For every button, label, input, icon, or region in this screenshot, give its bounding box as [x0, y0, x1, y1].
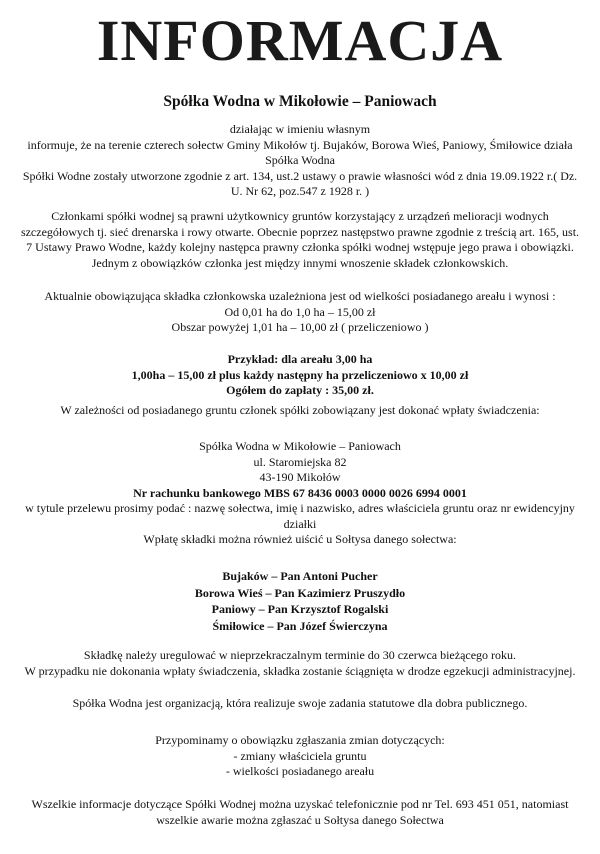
transfer-line: działki [283, 516, 317, 531]
members-paragraph [0, 209, 600, 271]
members-line: Członkami spółki wodnej są prawni użytkownicy gruntów korzystający z urządzeń melioracji wodnych [51, 209, 549, 223]
address-line: Spółka Wodna w Mikołowie – Paniowach [199, 439, 401, 453]
fee-line: Od 0,01 ha do 1,0 ha – 15,00 zł [224, 304, 376, 319]
example-paragraph [0, 352, 600, 399]
address-line: ul. Staromiejska 82 [253, 454, 347, 469]
members-line: Jednym z obowiązków członka jest między innymi wnoszenie składek członkowskich. [91, 255, 509, 270]
soltys-item: Paniowy – Pan Krzysztof Rogalski [211, 602, 389, 617]
reminder-line: - wielkości posiadanego areału [225, 764, 375, 779]
intro-paragraph [0, 122, 600, 200]
soltys-item: Borowa Wieś – Pan Kazimierz Pruszydło [194, 585, 406, 600]
soltys-list [0, 568, 600, 634]
intro-line: informuje, że na terenie czterech sołectw Gminy Mikołów tj. Bujaków, Borowa Wieś, Paniowy, Śmiłowice działa [27, 137, 573, 152]
soltys-item: Bujaków – Pan Antoni Pucher [222, 569, 378, 583]
transfer-line: w tytule przelewu prosimy podać : nazwę sołectwa, imię i nazwisko, adres właściciela gruntu oraz nr ewidencyjny [25, 501, 575, 515]
organization-paragraph: Spółka Wodna jest organizacją, która realizuje swoje zadania statutowe dla dobra publicznego. [72, 696, 528, 710]
address-block [0, 439, 600, 501]
example-line: Przykład: dla areału 3,00 ha [227, 352, 373, 366]
members-line: szczegółowych tj. sieć drenarska i rowy otwarte. Obecnie poprzez następstwo prawne zgodnie z treścią art. 165, ust. [20, 224, 580, 239]
fee-paragraph [0, 289, 600, 336]
deadline-line: Składkę należy uregulować w nieprzekraczalnym terminie do 30 czerwca bieżącego roku. [83, 648, 517, 662]
intro-line: Spółki Wodne zostały utworzone zgodnie z art. 134, ust.2 ustawy o prawie własności wód z dnia 19.09.1922 r.( Dz. [22, 168, 578, 183]
reminder-line: - zmiany właściciela gruntu [233, 748, 367, 763]
contact-line: Wszelkie informacje dotyczące Spółki Wodnej można uzyskać telefonicznie pod nr Tel. 693 451 051, natomiast [31, 797, 569, 811]
soltys-item: Śmiłowice – Pan Józef Świerczyna [212, 618, 388, 633]
contact-line: wszelkie awarie można zgłaszać u Sołtysa danego Sołectwa [156, 812, 444, 827]
intro-line: Spółka Wodna [265, 153, 335, 168]
transfer-line: Wpłatę składki można również uiścić u Sołtysa danego sołectwa: [143, 532, 457, 547]
example-line: 1,00ha – 15,00 zł plus każdy następny ha przeliczeniowo x 10,00 zł [131, 367, 469, 382]
intro-line: U. Nr 62, poz.547 z 1928 r. ) [230, 184, 370, 199]
reminder-line: Przypominamy o obowiązku zgłaszania zmian dotyczących: [155, 733, 445, 747]
intro-line: działając w imieniu własnym [229, 122, 371, 136]
transfer-paragraph [0, 501, 600, 548]
contact-paragraph [0, 797, 600, 828]
payment-intro: W zależności od posiadanego gruntu członek spółki zobowiązany jest dokonać wpłaty świadczenia: [60, 403, 540, 417]
example-line: Ogółem do zapłaty : 35,00 zł. [226, 383, 374, 398]
deadline-line: W przypadku nie dokonania wpłaty świadczenia, składka zostanie ściągnięta w drodze egzekucji administracyjnej. [24, 663, 576, 678]
members-line: 7 Ustawy Prawo Wodne, każdy kolejny następca prawny członka spółki wodnej wstępuje jego prawa i obowiązki. [26, 240, 574, 255]
page-title: INFORMACJA [96, 8, 504, 73]
page-subtitle: Spółka Wodna w Mikołowie – Paniowach [163, 93, 437, 110]
fee-line: Aktualnie obowiązująca składka członkowska uzależniona jest od wielkości posiadanego areału i wynosi : [44, 289, 556, 303]
bank-account: Nr rachunku bankowego MBS 67 8436 0003 0000 0026 6994 0001 [133, 485, 467, 500]
fee-line: Obszar powyżej 1,01 ha – 10,00 zł ( przeliczeniowo ) [171, 320, 429, 335]
address-line: 43-190 Mikołów [259, 470, 341, 485]
deadline-paragraph [0, 648, 600, 679]
reminder-paragraph [0, 733, 600, 780]
